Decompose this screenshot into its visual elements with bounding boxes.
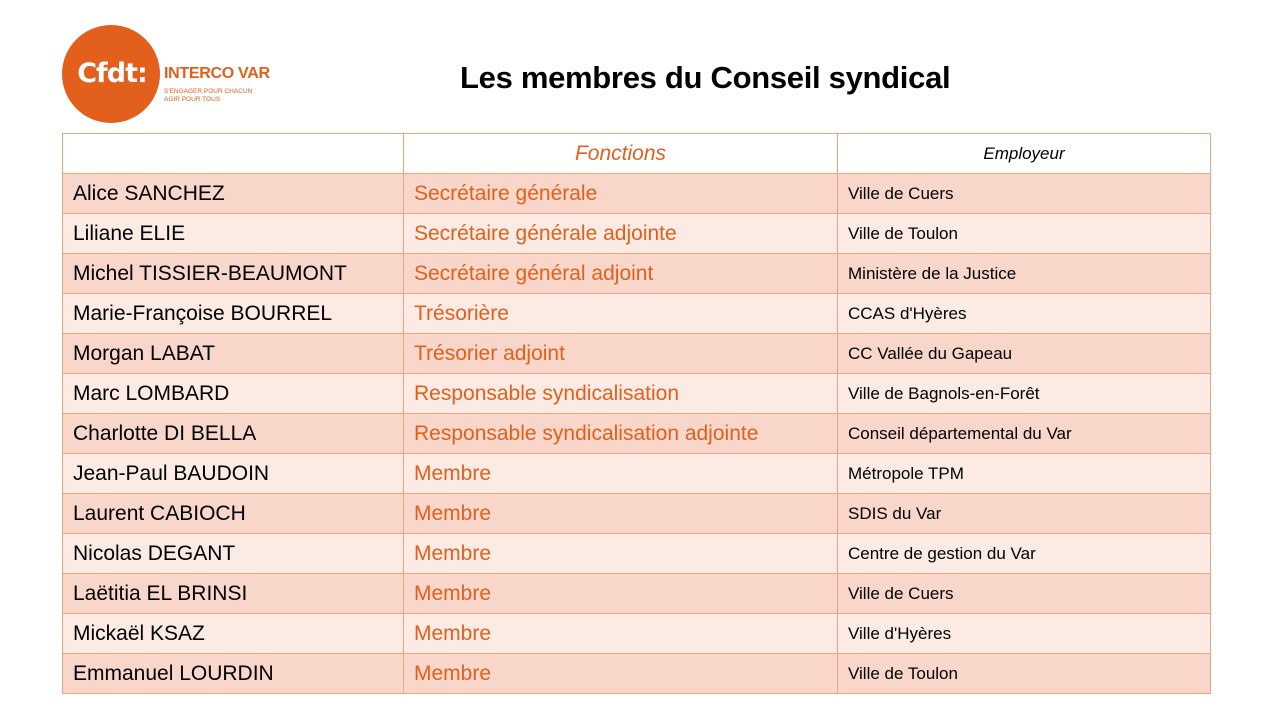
member-name: Laurent CABIOCH	[63, 494, 404, 534]
table-row	[63, 454, 1211, 494]
table-row	[63, 334, 1211, 374]
member-function: Membre	[404, 654, 838, 694]
table-row	[63, 574, 1211, 614]
member-function: Membre	[404, 574, 838, 614]
member-function: Membre	[404, 494, 838, 534]
table-row	[63, 414, 1211, 454]
member-name: Marc LOMBARD	[63, 374, 404, 414]
member-employer: Ville de Bagnols-en-Forêt	[838, 374, 1211, 414]
table-row	[63, 294, 1211, 334]
table-row	[63, 654, 1211, 694]
member-function: Trésorier adjoint	[404, 334, 838, 374]
cfdt-logo	[62, 25, 270, 125]
member-name: Mickaël KSAZ	[63, 614, 404, 654]
member-name: Morgan LABAT	[63, 334, 404, 374]
logo-tagline: S'ENGAGER POUR CHACUN AGIR POUR TOUS	[164, 88, 253, 103]
member-employer: Ville d'Hyères	[838, 614, 1211, 654]
table-row	[63, 254, 1211, 294]
member-employer: SDIS du Var	[838, 494, 1211, 534]
member-function: Secrétaire générale	[404, 174, 838, 214]
member-name: Alice SANCHEZ	[63, 174, 404, 214]
member-employer: Ville de Cuers	[838, 574, 1211, 614]
member-employer: Ville de Toulon	[838, 654, 1211, 694]
member-function: Trésorière	[404, 294, 838, 334]
header-name	[63, 134, 404, 174]
table-row	[63, 174, 1211, 214]
member-function: Membre	[404, 614, 838, 654]
member-function: Responsable syndicalisation adjointe	[404, 414, 838, 454]
member-name: Marie-Françoise BOURREL	[63, 294, 404, 334]
logo-org-name: INTERCO VAR	[164, 65, 270, 82]
member-employer: Ville de Toulon	[838, 214, 1211, 254]
member-name: Nicolas DEGANT	[63, 534, 404, 574]
member-function: Secrétaire général adjoint	[404, 254, 838, 294]
member-employer: Conseil départemental du Var	[838, 414, 1211, 454]
member-name: Emmanuel LOURDIN	[63, 654, 404, 694]
header-functions: Fonctions	[404, 134, 838, 174]
header-employer: Employeur	[838, 134, 1211, 174]
member-name: Charlotte DI BELLA	[63, 414, 404, 454]
member-function: Secrétaire générale adjointe	[404, 214, 838, 254]
member-function: Membre	[404, 534, 838, 574]
table-header-row	[63, 134, 1211, 174]
member-employer: CC Vallée du Gapeau	[838, 334, 1211, 374]
member-employer: Ville de Cuers	[838, 174, 1211, 214]
member-function: Membre	[404, 454, 838, 494]
member-employer: Ministère de la Justice	[838, 254, 1211, 294]
member-employer: Centre de gestion du Var	[838, 534, 1211, 574]
table-row	[63, 494, 1211, 534]
member-name: Michel TISSIER-BEAUMONT	[63, 254, 404, 294]
member-employer: Métropole TPM	[838, 454, 1211, 494]
member-employer: CCAS d'Hyères	[838, 294, 1211, 334]
table-row	[63, 614, 1211, 654]
page-title: Les membres du Conseil syndical	[460, 60, 951, 95]
member-name: Laëtitia EL BRINSI	[63, 574, 404, 614]
council-members-table	[62, 133, 1211, 694]
table-row	[63, 374, 1211, 414]
table-row	[63, 534, 1211, 574]
member-name: Jean-Paul BAUDOIN	[63, 454, 404, 494]
member-name: Liliane ELIE	[63, 214, 404, 254]
logo-mark: Cfdt:	[62, 25, 160, 123]
member-function: Responsable syndicalisation	[404, 374, 838, 414]
table-row	[63, 214, 1211, 254]
